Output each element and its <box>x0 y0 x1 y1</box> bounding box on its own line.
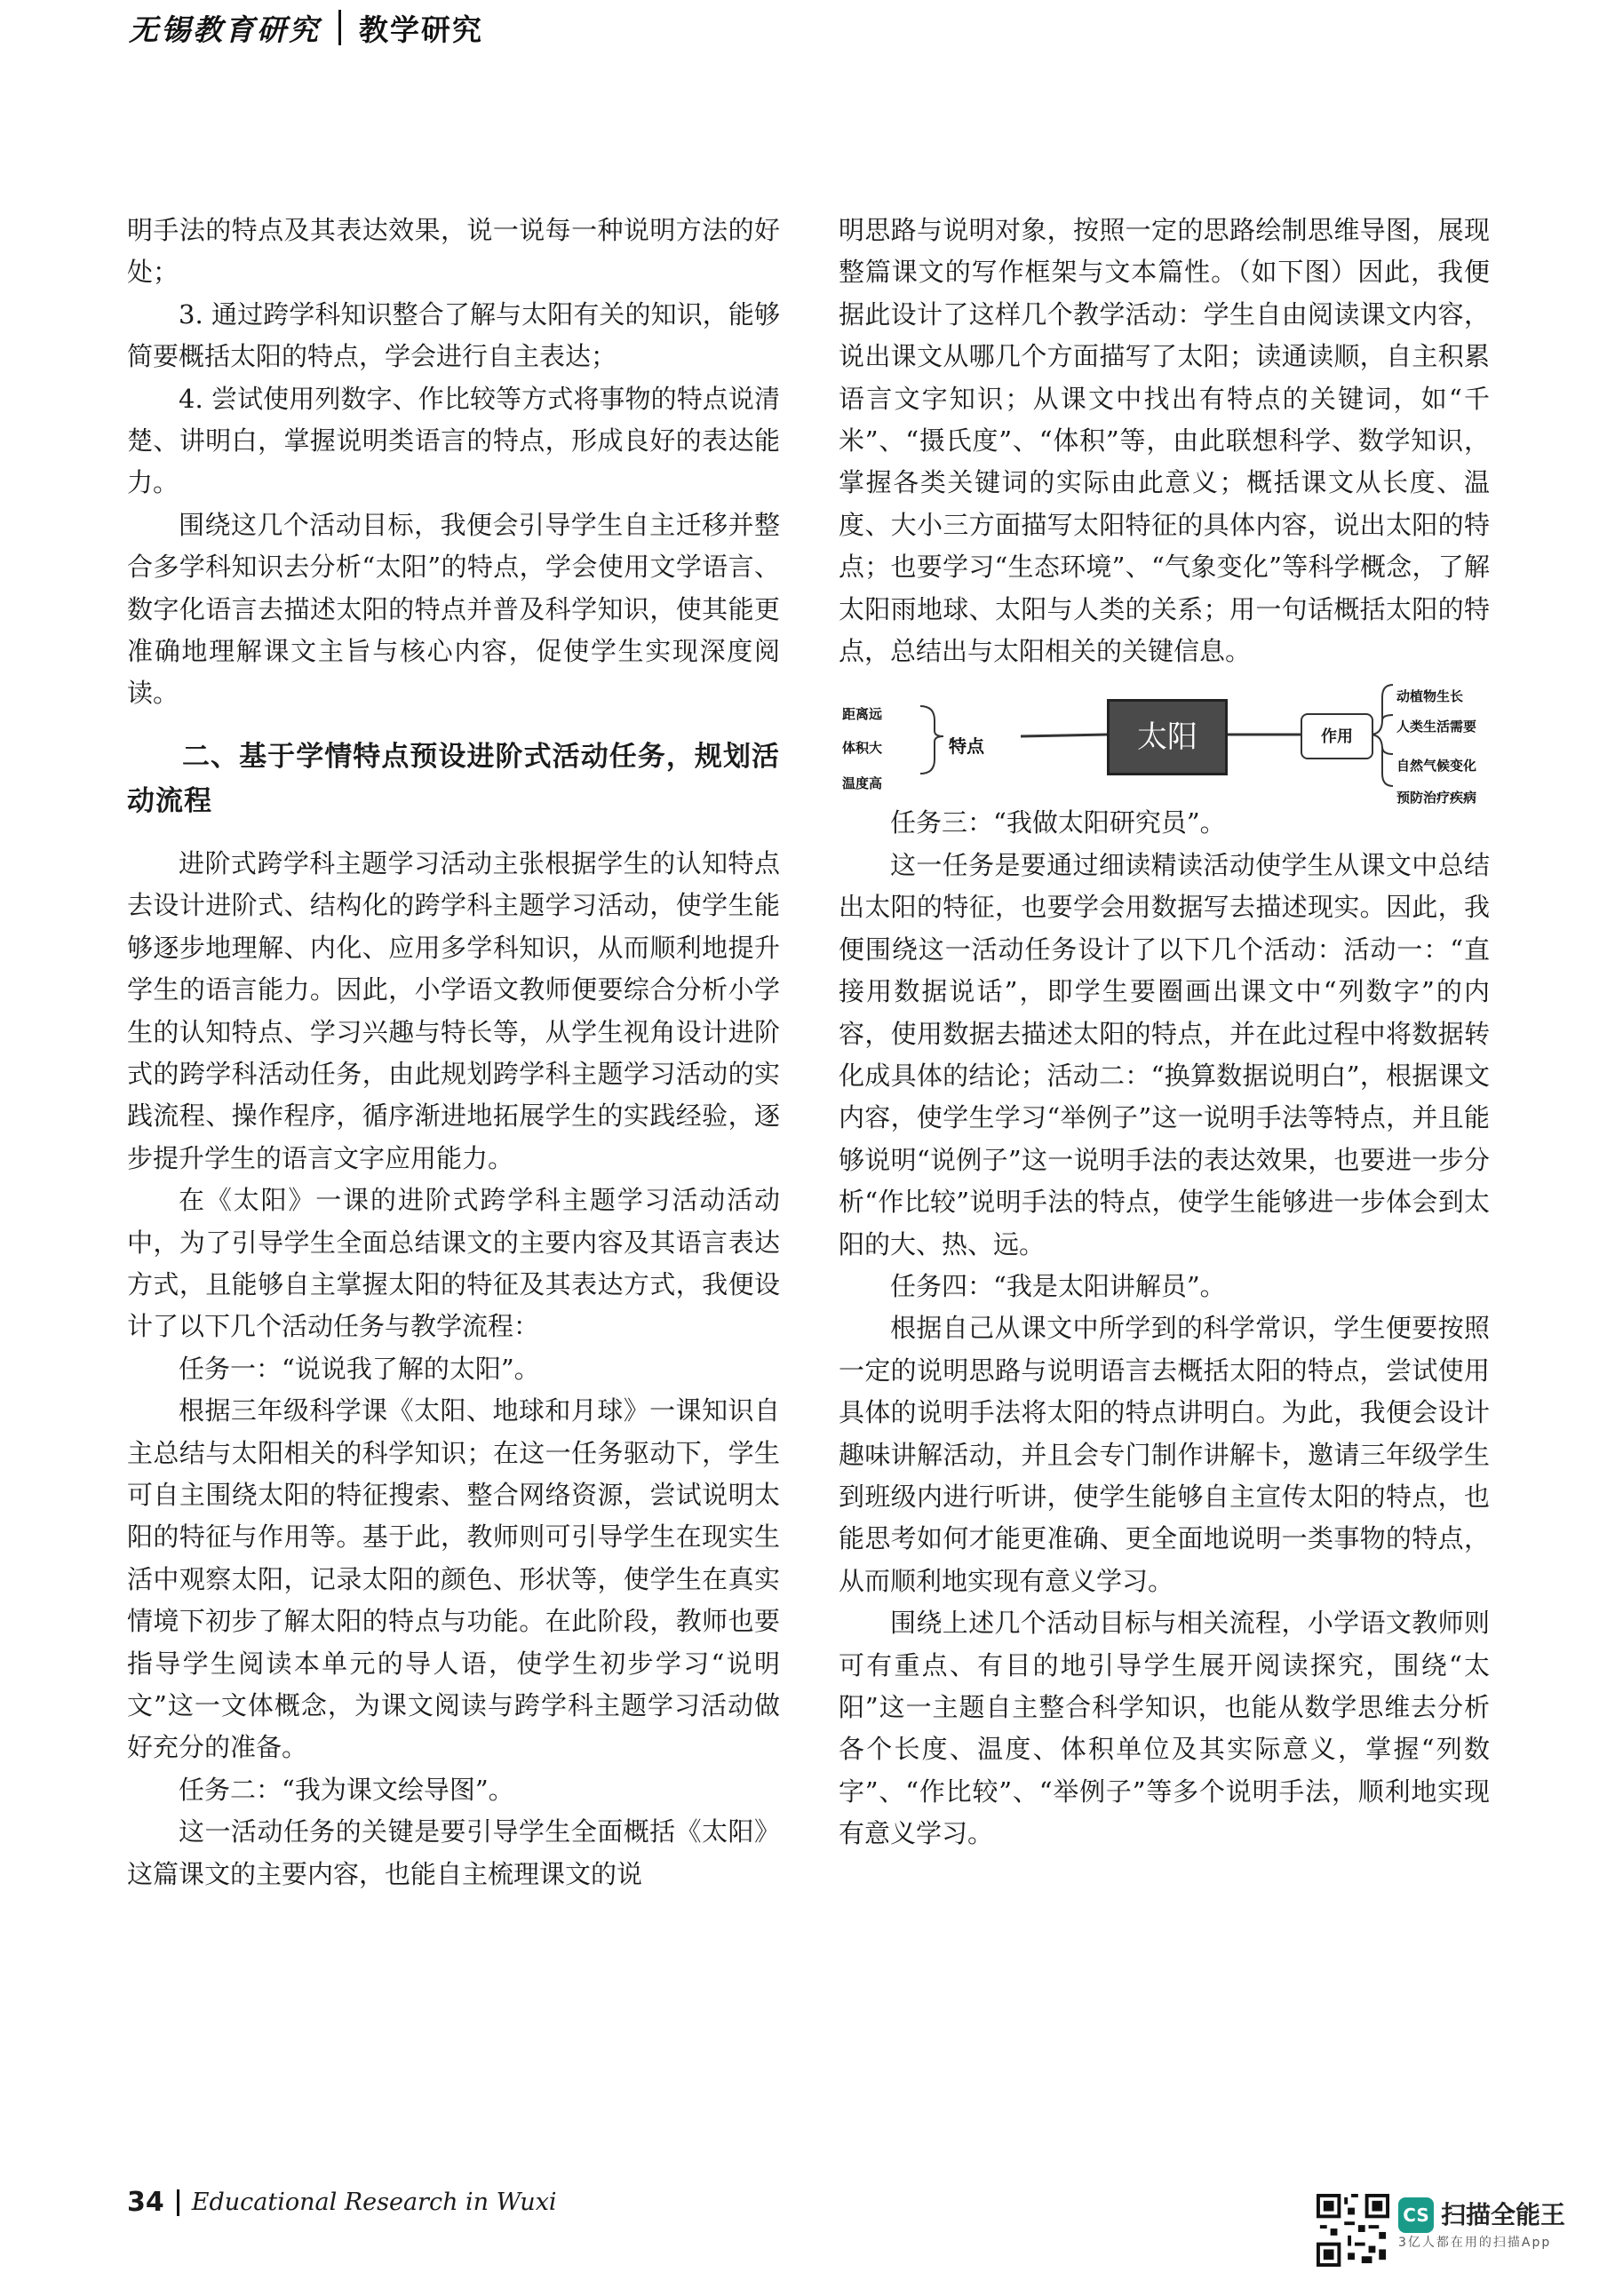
task-heading: 任务三：“我做太阳研究员”。 <box>890 807 1226 838</box>
paragraph: 在《太阳》一课的进阶式跨学科主题学习活动活动中，为了引导学生全面总结课文的主要内容及其语言表达方式，且能够自主掌握太阳的特征及其表达方式，我便设计了以下几个活动任务与教学流程： <box>127 1185 780 1342</box>
paragraph: 围绕这几个活动目标，我便会引导学生自主迁移并整合多学科知识去分析“太阳”的特点，学会使用文学语言、数字化语言去描述太阳的特点并普及科学知识，使其能更准确地理解课文主旨与核心内容，促使学生实现深度阅读。 <box>127 509 780 709</box>
paragraph: 这一活动任务的关键是要引导学生全面概括《太阳》这篇课文的主要内容，也能自主梳理课文的说 <box>127 1816 780 1889</box>
mind-map-leaf: 体积大 <box>842 740 883 757</box>
mind-map-leaf: 自然气候变化 <box>1396 758 1477 775</box>
mind-map-leaf: 动植物生长 <box>1396 688 1464 705</box>
journal-name: 无锡教育研究 <box>129 12 321 47</box>
paragraph: 这一任务是要通过细读精读活动使学生从课文中总结出太阳的特征，也要学会用数据写去描述现实。因此，我便围绕这一活动任务设计了以下几个活动：活动一：“直接用数据说话”，即学生要圈画出课文中“列数字”的内容，使用数据去描述太阳的特点，并在此过程中将数据转化成具体的结论；活动二：“换算数据说明白”，根据课文内容，使学生学习“举例子”这一说明手法等特点，并且能够说明“说例子”这一说明手法的表达效果，也要进一步分析“作比较”说明手法的特点，使学生能够进一步体会到太阳的大、热、远。 <box>839 849 1490 1259</box>
paragraph: 明思路与说明对象，按照一定的思路绘制思维导图，展现整篇课文的写作框架与文本篇性。（如下图）因此，我便据此设计了这样几个教学活动：学生自由阅读课文内容，说出课文从哪几个方面描写了太阳；读通读顺，自主积累语言文字知识；从课文中找出有特点的关键词，如“千米”、“摄氏度”、“体积”等，由此联想科学、数学知识，掌握各类关键词的实际由此意义；概括课文从长度、温度、大小三方面描写太阳特征的具体内容，说出太阳的特点；也要学习“生态环境”、“气象变化”等科学概念，了解太阳雨地球、太阳与人类的关系；用一句话概括太阳的特点，总结出与太阳相关的关键信息。 <box>839 215 1490 667</box>
scanner-watermark <box>1317 2194 1601 2283</box>
mind-map-leaf: 人类生活需要 <box>1396 719 1477 735</box>
section-heading: 二、基于学情特点预设进阶式活动任务，规划活动流程 <box>127 740 780 817</box>
page-number: 34 <box>127 2187 164 2218</box>
mind-map-leaf: 距离远 <box>842 706 883 723</box>
page-header <box>129 5 483 50</box>
footer-divider <box>177 2189 179 2216</box>
header-divider <box>338 10 341 45</box>
footer-journal-name: Educational Research in Wuxi <box>191 2189 557 2216</box>
mind-map-center: 太阳 <box>1107 699 1228 775</box>
qr-code-icon <box>1317 2194 1389 2267</box>
paragraph: 4. 尝试使用列数字、作比较等方式将事物的特点说清楚、讲明白，掌握说明类语言的特点，形成良好的表达能力。 <box>127 383 780 498</box>
right-column <box>839 210 1490 1855</box>
mind-map-node-features: 特点 <box>949 735 984 758</box>
left-column <box>127 210 780 1895</box>
paragraph: 明手法的特点及其表达效果，说一说每一种说明方法的好处； <box>127 215 780 288</box>
mind-map-leaf: 温度高 <box>842 775 883 792</box>
task-heading: 任务一：“说说我了解的太阳”。 <box>179 1353 540 1384</box>
paragraph: 根据三年级科学课《太阳、地球和月球》一课知识自主总结与太阳相关的科学知识；在这一任务驱动下，学生可自主围绕太阳的特征搜索、整合网络资源，尝试说明太阳的特征与作用等。基于此，教师则可引导学生在现实生活中观察太阳，记录太阳的颜色、形状等，使学生在真实情境下初步了解太阳的特点与功能。在此阶段，教师也要指导学生阅读本单元的导人语，使学生初步学习“说明文”这一文体概念，为课文阅读与跨学科主题学习活动做好充分的准备。 <box>127 1395 780 1763</box>
paragraph: 围绕上述几个活动目标与相关流程，小学语文教师则可有重点、有目的地引导学生展开阅读探究，围绕“太阳”这一主题自主整合科学知识，也能从数学思维去分析各个长度、温度、体积单位及其实际意义，掌握“列数字”、“作比较”、“举例子”等多个说明手法，顺利地实现有意义学习。 <box>839 1608 1490 1849</box>
task-heading: 任务二：“我为课文绘导图”。 <box>179 1774 514 1805</box>
cs-logo-icon: CS <box>1398 2197 1434 2233</box>
scanner-brand-title: 扫描全能王 <box>1441 2200 1566 2229</box>
scanner-brand-subtitle: 3亿人都在用的扫描App <box>1398 2236 1552 2250</box>
mind-map-node-functions: 作用 <box>1301 713 1373 759</box>
paragraph: 进阶式跨学科主题学习活动主张根据学生的认知特点去设计进阶式、结构化的跨学科主题学习活动，使学生能够逐步地理解、内化、应用多学科知识，从而顺利地提升学生的语言能力。因此，小学语文教师便要综合分析小学生的认知特点、学习兴趣与特长等，从学生视角设计进阶式的跨学科活动任务，由此规划跨学科主题学习活动的实践流程、操作程序，循序渐进地拓展学生的实践经验，逐步提升学生的语言文字应用能力。 <box>127 847 780 1173</box>
column-name: 教学研究 <box>359 12 483 47</box>
page-footer <box>127 2187 557 2218</box>
paragraph: 3. 通过跨学科知识整合了解与太阳有关的知识，能够简要概括太阳的特点，学会进行自主表达； <box>127 298 780 372</box>
task-heading: 任务四：“我是太阳讲解员”。 <box>890 1270 1226 1301</box>
mind-map-leaf: 预防治疗疾病 <box>1396 790 1477 806</box>
mind-map-diagram <box>839 676 1490 806</box>
paragraph: 根据自己从课文中所学到的科学常识，学生便要按照一定的说明思路与说明语言去概括太阳的特点，尝试使用具体的说明手法将太阳的特点讲明白。为此，我便会设计趣味讲解活动，并且会专门制作讲解卡，邀请三年级学生到班级内进行听讲，使学生能够自主宣传太阳的特点，也能思考如何才能更准确、更全面地说明一类事物的特点，从而顺利地实现有意义学习。 <box>839 1313 1490 1596</box>
